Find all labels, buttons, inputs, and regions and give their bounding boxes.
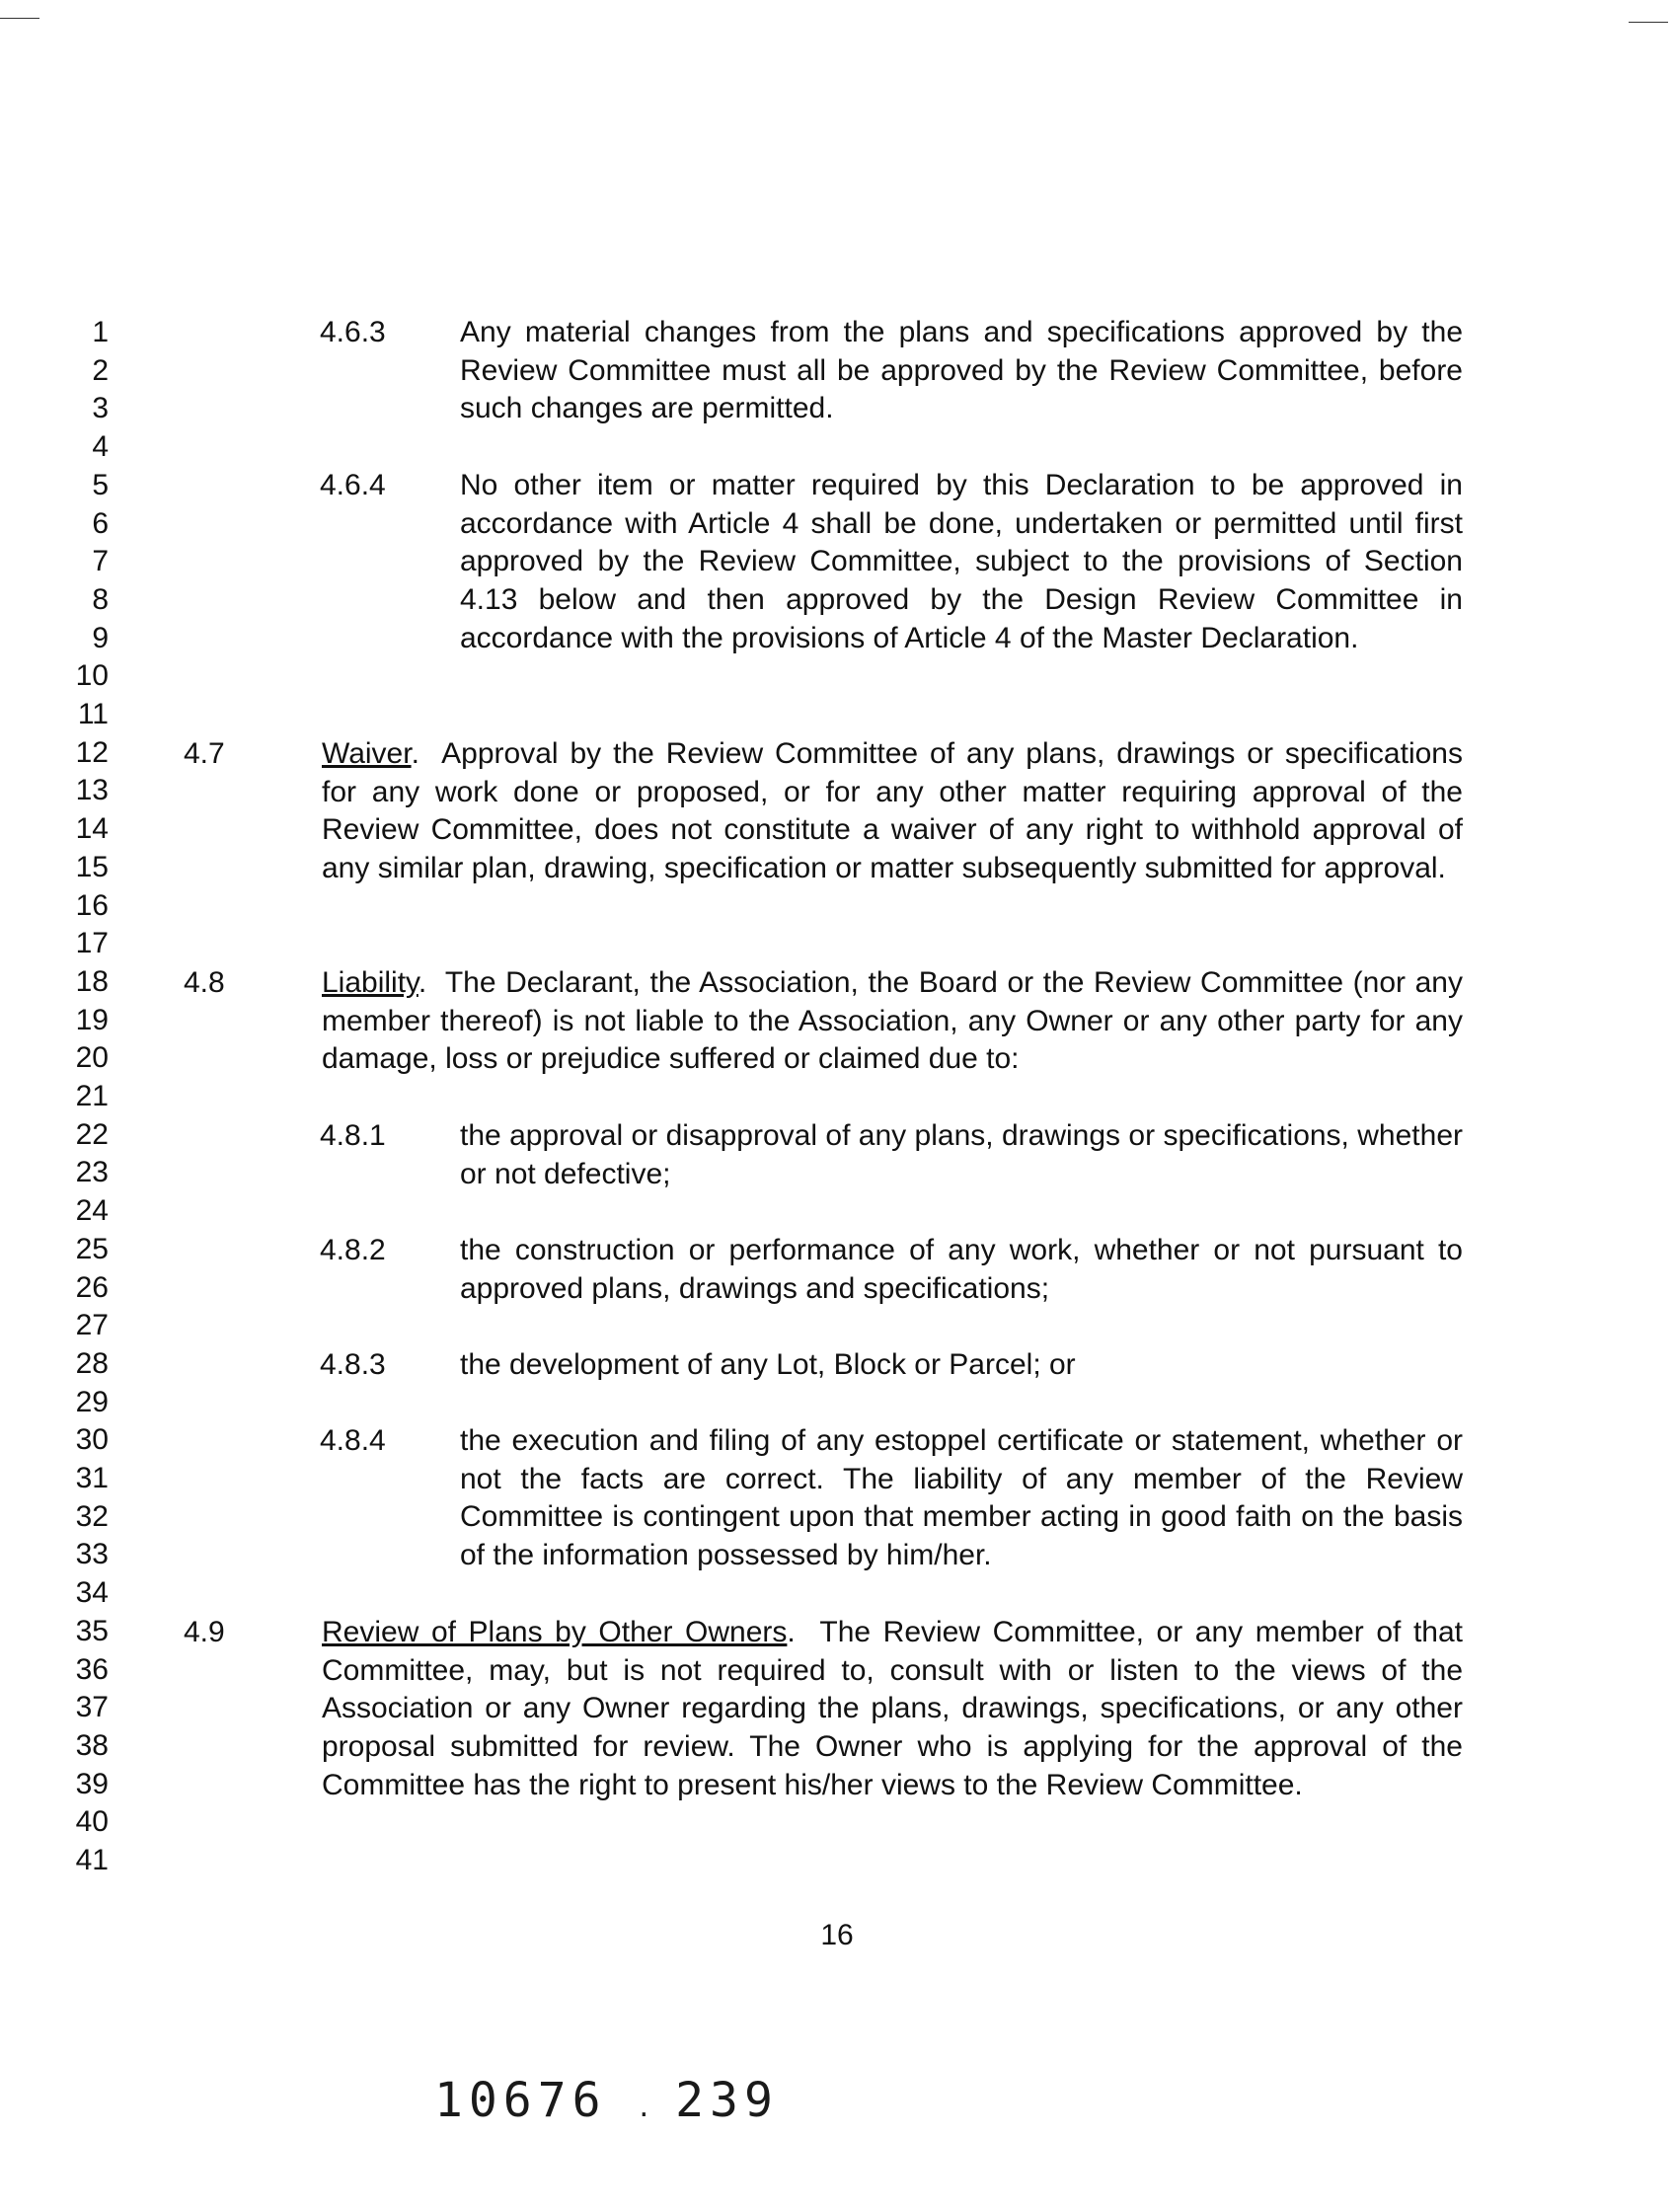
- line-number: 33: [75, 1538, 109, 1571]
- line-number: 27: [75, 1309, 109, 1342]
- line-number: 4: [92, 430, 109, 464]
- line-number: 32: [75, 1499, 109, 1533]
- subsection-text: the construction or performance of any work, whether or not pursuant to approved plans, drawings and specifications;: [460, 1234, 1463, 1305]
- line-number: 37: [75, 1691, 109, 1724]
- line-number: 36: [75, 1652, 109, 1686]
- line-number: 18: [75, 964, 109, 998]
- line-number: 29: [75, 1385, 109, 1418]
- subsection-number: 4.8.4: [320, 1424, 386, 1457]
- stamp-separator-dot: .: [636, 2094, 658, 2123]
- section-number: 4.7: [184, 737, 225, 770]
- line-number: 41: [75, 1844, 109, 1876]
- section-heading: Review of Plans by Other Owners: [322, 1616, 788, 1648]
- line-number: 28: [75, 1346, 109, 1380]
- subsection-number: 4.6.4: [320, 469, 386, 501]
- line-number: 40: [75, 1805, 109, 1839]
- section-body: The Declarant, the Association, the Board or the Review Committee (nor any member thereof) is not liable to the Association, any Owner or any other party for any damage, loss or prejudice suffered or claimed due to:: [322, 966, 1463, 1076]
- line-number: 23: [75, 1156, 109, 1189]
- line-number: 30: [75, 1423, 109, 1457]
- line-number: 16: [75, 888, 109, 922]
- recording-stamp: [434, 2073, 779, 2128]
- line-number: 8: [92, 582, 109, 616]
- line-number: 15: [75, 850, 109, 883]
- line-number: 11: [77, 698, 109, 730]
- subsection-number: 4.6.3: [320, 316, 386, 348]
- page-number: 16: [820, 1919, 854, 1951]
- subsection-text: the development of any Lot, Block or Parcel; or: [460, 1348, 1076, 1381]
- section-heading: Waiver: [322, 737, 412, 770]
- line-number: 9: [92, 621, 109, 654]
- line-number: 7: [92, 545, 109, 578]
- line-number: 12: [75, 735, 109, 769]
- line-number: 5: [92, 468, 109, 501]
- section-body: The Review Committee, or any member of that Committee, may, but is not required to, consult with or listen to the views of the Association or any Owner regarding the plans, drawings, specifications, or any other proposal submitted for review. The Owner who is applying for the approval of the Committee has the right to present his/her views to the Review Committee.: [322, 1616, 1463, 1801]
- subsection-text: the execution and filing of any estoppel certificate or statement, whether or not the facts are correct. The liability of any member of the Review Committee is contingent upon that member acting in good faith on the basis of the information possessed by him/her.: [460, 1424, 1463, 1572]
- line-number: 24: [75, 1194, 109, 1228]
- line-number: 26: [75, 1270, 109, 1304]
- line-number: 31: [75, 1462, 109, 1494]
- line-number: 2: [92, 353, 109, 387]
- subsection-number: 4.8.2: [320, 1234, 386, 1266]
- line-number: 22: [75, 1117, 109, 1151]
- section-text: Liability. The Declarant, the Association, the Board or the Review Committee (nor any member thereof) is not liable to the Association, any Owner or any other party for any damage, loss or prejudice suffered or claimed due to:: [322, 966, 1463, 1076]
- stamp-page-number: 239: [675, 2073, 779, 2128]
- line-number: 38: [75, 1728, 109, 1762]
- section-number: 4.8: [184, 966, 225, 999]
- subsection-text: Any material changes from the plans and specifications approved by the Review Committee must all be approved by the Review Committee, before such changes are permitted.: [460, 316, 1463, 425]
- subsection-text: No other item or matter required by this Declaration to be approved in accordance with Article 4 shall be done, undertaken or permitted until first approved by the Review Committee, subject to the provisions of Section 4.13 below and then approved by the Design Review Committee in accordance with the provisions of Article 4 of the Master Declaration.: [460, 469, 1463, 654]
- line-number: 17: [75, 927, 109, 960]
- line-number: 1: [92, 316, 109, 348]
- subsection-number: 4.8.3: [320, 1348, 386, 1381]
- line-number: 34: [75, 1576, 109, 1610]
- line-number: 6: [92, 506, 109, 540]
- line-number: 13: [75, 774, 109, 807]
- scan-edge-mark-left: [0, 18, 39, 19]
- line-number: 14: [75, 812, 109, 846]
- section-body: Approval by the Review Committee of any plans, drawings or specifications for any work done or proposed, or for any other matter requiring approval of the Review Committee, does not constitute a waiver of any right to withhold approval of any similar plan, drawing, specification or matter subsequently submitted for approval.: [322, 737, 1463, 885]
- subsection-text: the approval or disapproval of any plans, drawings or specifications, whether or not defective;: [460, 1119, 1463, 1190]
- line-number: 20: [75, 1041, 109, 1075]
- line-number: 10: [75, 659, 109, 693]
- line-number: 35: [75, 1614, 109, 1647]
- section-heading: Liability: [322, 966, 418, 999]
- section-number: 4.9: [184, 1616, 225, 1648]
- line-number: 3: [92, 392, 109, 425]
- section-text: Waiver. Approval by the Review Committee of any plans, drawings or specifications for any work done or proposed, or for any other matter requiring approval of the Review Committee, does not constitute a waiver of any right to withhold approval of any similar plan, drawing, specification or matter subsequently submitted for approval.: [322, 737, 1463, 885]
- section-text: Review of Plans by Other Owners. The Review Committee, or any member of that Committee, may, but is not required to, consult with or listen to the views of the Association or any Owner regarding the plans, drawings, specifications, or any other proposal submitted for review. The Owner who is applying for the approval of the Committee has the right to present his/her views to the Review Committee.: [322, 1616, 1463, 1801]
- stamp-book-number: 10676: [434, 2073, 607, 2128]
- line-number: 25: [75, 1232, 109, 1265]
- subsection-number: 4.8.1: [320, 1119, 386, 1152]
- scan-edge-mark-right: [1629, 22, 1668, 23]
- line-number: 21: [75, 1080, 109, 1112]
- line-number: 39: [75, 1767, 109, 1800]
- line-number: 19: [75, 1003, 109, 1036]
